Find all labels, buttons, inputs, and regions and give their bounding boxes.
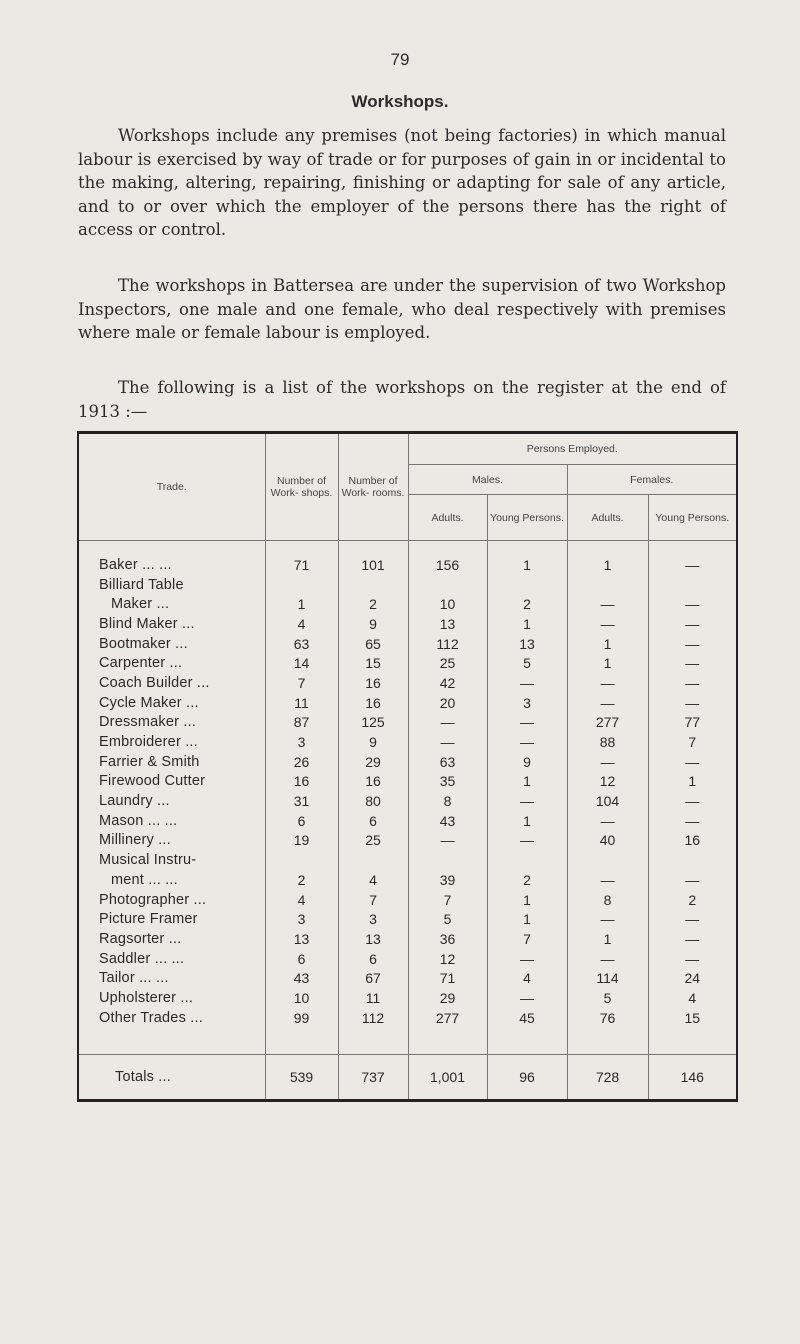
cell-f-adults: — — [567, 870, 648, 890]
table-row — [78, 693, 737, 713]
cell-m-young: 1 — [487, 890, 567, 910]
cell-workshops: 99 — [265, 1008, 338, 1028]
cell-m-adults: 8 — [408, 791, 487, 811]
cell-workshops: 7 — [265, 673, 338, 693]
cell-workshops: 3 — [265, 909, 338, 929]
cell-workshops: 87 — [265, 713, 338, 733]
header-trade: Trade. — [78, 433, 265, 541]
table-row — [78, 575, 737, 595]
cell-workrooms: 3 — [338, 909, 408, 929]
cell-workrooms: 125 — [338, 713, 408, 733]
cell-workshops: 13 — [265, 929, 338, 949]
cell-m-adults: 25 — [408, 653, 487, 673]
cell-m-adults — [408, 850, 487, 870]
cell-f-young: — — [648, 653, 737, 673]
table-body — [78, 541, 737, 1101]
cell-workshops: 10 — [265, 988, 338, 1008]
cell-trade: Photographer ... — [99, 891, 207, 908]
cell-f-adults: 1 — [567, 634, 648, 654]
cell-m-adults — [408, 575, 487, 595]
cell-workshops: 31 — [265, 791, 338, 811]
cell-f-adults: 8 — [567, 890, 648, 910]
cell-m-young: 13 — [487, 634, 567, 654]
paragraph-list-intro: The following is a list of the workshops on the register at the end of 1913 :— — [78, 378, 726, 421]
cell-workshops: 63 — [265, 634, 338, 654]
cell-workrooms: 2 — [338, 594, 408, 614]
cell-f-adults: — — [567, 594, 648, 614]
cell-workrooms: 101 — [338, 555, 408, 575]
cell-m-young: — — [487, 732, 567, 752]
cell-trade: Laundry ... — [99, 793, 170, 810]
cell-workrooms: 6 — [338, 811, 408, 831]
cell-workrooms: 16 — [338, 693, 408, 713]
cell-trade: Bootmaker ... — [99, 635, 188, 652]
table-row — [78, 653, 737, 673]
cell-m-young — [487, 850, 567, 870]
header-male-young: Young Persons. — [487, 495, 567, 541]
cell-m-young: 1 — [487, 614, 567, 634]
cell-f-young: — — [648, 634, 737, 654]
total-trade: Totals ... — [78, 1054, 265, 1100]
cell-trade: Coach Builder ... — [99, 674, 210, 691]
cell-m-young: 1 — [487, 772, 567, 792]
cell-trade: ment ... ... — [111, 871, 178, 888]
cell-workrooms: 16 — [338, 673, 408, 693]
cell-m-adults: 71 — [408, 968, 487, 988]
cell-f-adults: — — [567, 752, 648, 772]
cell-f-adults: 88 — [567, 732, 648, 752]
table-row — [78, 732, 737, 752]
section-heading: Workshops. — [351, 92, 449, 111]
table-row — [78, 634, 737, 654]
cell-m-adults: 63 — [408, 752, 487, 772]
cell-trade: Firewood Cutter — [99, 773, 206, 790]
totals-row — [78, 1054, 737, 1100]
cell-trade: Upholsterer ... — [99, 989, 194, 1006]
cell-m-adults: 7 — [408, 890, 487, 910]
table-row — [78, 831, 737, 851]
cell-m-young: 1 — [487, 909, 567, 929]
table-header — [78, 433, 737, 541]
cell-workrooms: 80 — [338, 791, 408, 811]
cell-workrooms: 67 — [338, 968, 408, 988]
cell-m-young: 45 — [487, 1008, 567, 1028]
cell-m-adults: 36 — [408, 929, 487, 949]
paragraph-inspectors: The workshops in Battersea are under the supervision of two Workshop Inspectors, one male and one female, who deal respectively with premises where male or female labour is employed. — [78, 276, 726, 342]
table-row — [78, 1008, 737, 1028]
cell-f-adults: — — [567, 811, 648, 831]
cell-f-adults: 12 — [567, 772, 648, 792]
header-persons-employed: Persons Employed. — [408, 433, 737, 465]
cell-f-young: — — [648, 594, 737, 614]
cell-trade: Dressmaker ... — [99, 714, 197, 731]
cell-f-adults: 1 — [567, 653, 648, 673]
cell-workshops: 43 — [265, 968, 338, 988]
paragraph-definition: Workshops include any premises (not being factories) in which manual labour is exercised by way of trade or for purposes of gain in or incidental to the making, altering, repairing, finishing or adapting for sale of any article, and to or over which the employer of the persons there has the right of access or control. — [78, 126, 726, 239]
cell-f-adults: 114 — [567, 968, 648, 988]
cell-m-young: — — [487, 713, 567, 733]
table-row — [78, 988, 737, 1008]
cell-trade: Musical Instru- — [99, 852, 197, 869]
cell-f-young: — — [648, 614, 737, 634]
table-row — [78, 850, 737, 870]
cell-workrooms: 4 — [338, 870, 408, 890]
cell-workshops — [265, 850, 338, 870]
table-row — [78, 594, 737, 614]
cell-workrooms: 65 — [338, 634, 408, 654]
table-row — [78, 890, 737, 910]
header-workrooms: Number of Work- rooms. — [338, 433, 408, 541]
cell-f-adults: 5 — [567, 988, 648, 1008]
table-row — [78, 811, 737, 831]
cell-workshops — [265, 575, 338, 595]
cell-f-young: — — [648, 811, 737, 831]
cell-trade: Mason ... ... — [99, 812, 178, 829]
cell-f-adults: — — [567, 949, 648, 969]
cell-f-young: 2 — [648, 890, 737, 910]
header-males: Males. — [408, 465, 567, 495]
header-female-young: Young Persons. — [648, 495, 737, 541]
cell-f-adults: — — [567, 614, 648, 634]
cell-m-adults: — — [408, 732, 487, 752]
cell-f-young: — — [648, 909, 737, 929]
cell-workrooms: 11 — [338, 988, 408, 1008]
cell-m-young: — — [487, 949, 567, 969]
cell-trade: Other Trades ... — [99, 1009, 203, 1026]
cell-trade: Billiard Table — [99, 576, 184, 593]
cell-m-adults: 35 — [408, 772, 487, 792]
cell-workrooms: 15 — [338, 653, 408, 673]
table-row — [78, 673, 737, 693]
cell-workrooms — [338, 850, 408, 870]
cell-f-young: 7 — [648, 732, 737, 752]
cell-workrooms: 16 — [338, 772, 408, 792]
total-workrooms: 737 — [338, 1054, 408, 1100]
cell-f-young: — — [648, 949, 737, 969]
total-workshops: 539 — [265, 1054, 338, 1100]
cell-f-young: 1 — [648, 772, 737, 792]
cell-m-adults: 5 — [408, 909, 487, 929]
header-workshops: Number of Work- shops. — [265, 433, 338, 541]
cell-m-young: 5 — [487, 653, 567, 673]
cell-m-young — [487, 575, 567, 595]
cell-workshops: 6 — [265, 811, 338, 831]
cell-trade: Picture Framer — [99, 911, 198, 928]
cell-f-adults — [567, 850, 648, 870]
table-row — [78, 772, 737, 792]
cell-m-adults: 20 — [408, 693, 487, 713]
cell-m-young: 2 — [487, 594, 567, 614]
cell-f-young: 15 — [648, 1008, 737, 1028]
cell-m-adults: 277 — [408, 1008, 487, 1028]
cell-workrooms: 6 — [338, 949, 408, 969]
cell-workrooms: 25 — [338, 831, 408, 851]
cell-trade: Saddler ... ... — [99, 950, 185, 967]
cell-m-adults: — — [408, 831, 487, 851]
total-f-young: 146 — [648, 1054, 737, 1100]
table-row — [78, 614, 737, 634]
cell-m-young: — — [487, 673, 567, 693]
table-row — [78, 909, 737, 929]
cell-f-adults: 277 — [567, 713, 648, 733]
cell-workrooms: 13 — [338, 929, 408, 949]
cell-trade: Tailor ... ... — [99, 970, 169, 987]
cell-f-adults: 40 — [567, 831, 648, 851]
cell-workrooms: 29 — [338, 752, 408, 772]
cell-m-adults: 12 — [408, 949, 487, 969]
cell-m-young: 1 — [487, 555, 567, 575]
header-female-adults: Adults. — [567, 495, 648, 541]
cell-f-young: — — [648, 555, 737, 575]
cell-f-adults: 104 — [567, 791, 648, 811]
cell-workrooms — [338, 575, 408, 595]
cell-f-young: — — [648, 693, 737, 713]
cell-f-young: — — [648, 791, 737, 811]
cell-m-young: 4 — [487, 968, 567, 988]
cell-f-young: — — [648, 752, 737, 772]
cell-f-adults: — — [567, 909, 648, 929]
cell-workrooms: 7 — [338, 890, 408, 910]
cell-trade: Blind Maker ... — [99, 615, 195, 632]
header-females: Females. — [567, 465, 737, 495]
workshops-table — [77, 431, 738, 1102]
cell-workshops: 71 — [265, 555, 338, 575]
cell-workshops: 14 — [265, 653, 338, 673]
cell-m-young: 7 — [487, 929, 567, 949]
cell-m-adults: 112 — [408, 634, 487, 654]
table-row — [78, 791, 737, 811]
cell-workshops: 6 — [265, 949, 338, 969]
cell-m-young: — — [487, 831, 567, 851]
header-male-adults: Adults. — [408, 495, 487, 541]
cell-m-young: 1 — [487, 811, 567, 831]
cell-f-adults: — — [567, 693, 648, 713]
cell-workshops: 26 — [265, 752, 338, 772]
cell-f-adults: 1 — [567, 555, 648, 575]
cell-workshops: 16 — [265, 772, 338, 792]
cell-f-young: 16 — [648, 831, 737, 851]
cell-m-adults: — — [408, 713, 487, 733]
table-row — [78, 949, 737, 969]
cell-workshops: 4 — [265, 890, 338, 910]
cell-f-young: 77 — [648, 713, 737, 733]
cell-m-adults: 29 — [408, 988, 487, 1008]
cell-trade: Maker ... — [111, 596, 170, 613]
cell-m-young: — — [487, 988, 567, 1008]
cell-workshops: 11 — [265, 693, 338, 713]
cell-m-young: 2 — [487, 870, 567, 890]
cell-m-adults: 156 — [408, 555, 487, 575]
table-row — [78, 713, 737, 733]
cell-trade: Ragsorter ... — [99, 930, 182, 947]
cell-f-young — [648, 850, 737, 870]
cell-f-young: — — [648, 870, 737, 890]
table-row — [78, 968, 737, 988]
cell-f-young: 24 — [648, 968, 737, 988]
cell-m-adults: 43 — [408, 811, 487, 831]
cell-f-young: — — [648, 929, 737, 949]
cell-workshops: 19 — [265, 831, 338, 851]
total-f-adults: 728 — [567, 1054, 648, 1100]
table-row — [78, 929, 737, 949]
cell-trade: Farrier & Smith — [99, 753, 200, 770]
cell-trade: Baker ... ... — [99, 556, 172, 573]
cell-f-adults: 1 — [567, 929, 648, 949]
cell-m-adults: 13 — [408, 614, 487, 634]
cell-f-young: — — [648, 673, 737, 693]
cell-workrooms: 112 — [338, 1008, 408, 1028]
cell-trade: Millinery ... — [99, 832, 171, 849]
cell-m-young: 3 — [487, 693, 567, 713]
cell-m-adults: 10 — [408, 594, 487, 614]
cell-workshops: 3 — [265, 732, 338, 752]
table-row — [78, 555, 737, 575]
cell-f-adults: 76 — [567, 1008, 648, 1028]
cell-m-adults: 39 — [408, 870, 487, 890]
cell-trade: Cycle Maker ... — [99, 694, 199, 711]
cell-f-young — [648, 575, 737, 595]
cell-workshops: 1 — [265, 594, 338, 614]
cell-trade: Embroiderer ... — [99, 734, 198, 751]
total-m-young: 96 — [487, 1054, 567, 1100]
cell-workrooms: 9 — [338, 614, 408, 634]
cell-m-young: 9 — [487, 752, 567, 772]
cell-workshops: 2 — [265, 870, 338, 890]
cell-workshops: 4 — [265, 614, 338, 634]
cell-trade: Carpenter ... — [99, 655, 183, 672]
page-number: 79 — [390, 50, 410, 69]
cell-f-adults — [567, 575, 648, 595]
total-m-adults: 1,001 — [408, 1054, 487, 1100]
cell-m-adults: 42 — [408, 673, 487, 693]
cell-f-young: 4 — [648, 988, 737, 1008]
cell-f-adults: — — [567, 673, 648, 693]
table-row — [78, 752, 737, 772]
cell-workrooms: 9 — [338, 732, 408, 752]
cell-m-young: — — [487, 791, 567, 811]
table-row — [78, 870, 737, 890]
